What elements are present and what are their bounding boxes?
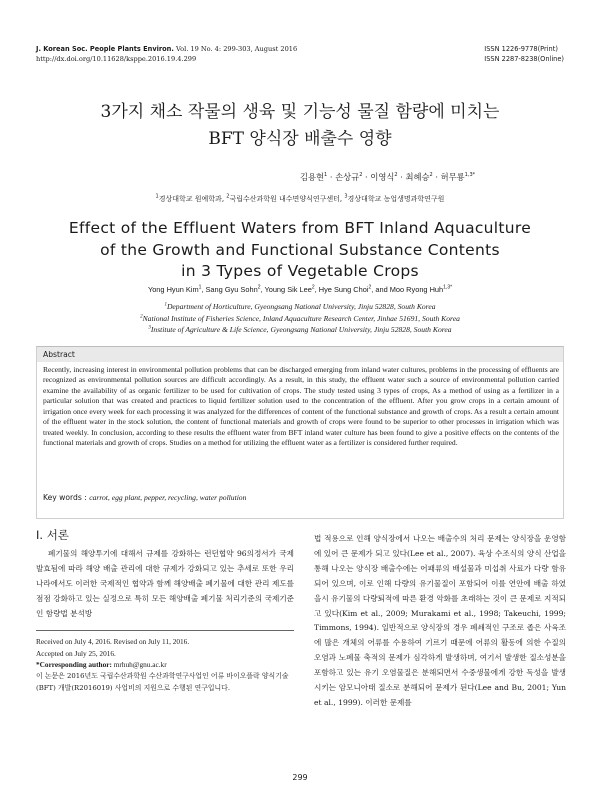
issn-print: ISSN 1226-9778(Print) [484,45,558,53]
affil-ko-sup: 2 [226,193,230,200]
affil-en-text: National Institute of Fisheries Science, Inland Aquaculture Research Center, Jinhae 51691, South Korea [142,313,460,323]
funding-note: 이 논문은 2016년도 국립수산과학원 수산과학연구사업인 어류 바이오플락 양식기술(BFT) 개발(R2016019) 사업비의 지원으로 수행된 연구입니다. [36,672,289,692]
affil-en-text: Institute of Agriculture & Life Science, Gyeongsang National University, Jinju 52828, South Korea [150,325,452,334]
english-title [0,218,600,283]
affil-en-sup: 1 [164,302,167,308]
received-line: Received on July 4, 2016. Revised on July 11, 2016. [36,637,190,646]
author-ko-sup: 1,3* [464,172,476,179]
abstract-text: Recently, increasing interest in environmental pollution problems that can be discharged emerging from inland water cultures, problems in the processing of effluents are recognized as environmental pollution sources are difficult accordingly. As a result, in this study, the effluent water such a source of environmental pollution carried examine the availability of as organic fertilizer to be used for cultivation of crops. The study tested using 3 types of crops, As a method of using as a fertilizer in a particular solution that was created and practices to liquid fertilizer solution used to the concentration of the effluent. After you grow crops in a certain amount of irrigation once every week for each processing it was analyzed for the differences of content of the functional substance and growth of crops. As a result a certain amount of the effluent water in the stock solution, the content of functional materials and growth of crops were found to be superior to other processes in irrigation which was treated weekly. In conclusion, according to these results the effluent water from BFT inland water culture has been found to give a positive effects on the contents of the functional materials and growth of crops. Studies on a method for utilizing the effluent water as a fertilizer is considered further required. [43,365,559,448]
corresponding-label: *Corresponding author: [36,660,112,670]
english-affiliations [0,301,600,336]
affil-en-sup: 2 [140,313,143,319]
footnote [36,636,294,695]
corresponding-email[interactable]: mrhuh@gnu.ac.kr [111,660,167,670]
korean-title [0,99,600,153]
keywords-value: carrot, egg plant, pepper, recycling, water pollution [89,493,247,502]
english-title-line-2: of the Growth and Functional Substance Contents [100,240,500,259]
abstract-label: Abstract [43,350,75,359]
footnote-divider [36,630,294,631]
page-number: 299 [292,773,308,782]
author-ko: 김용현 [300,172,325,182]
affil-ko: 경상대학교 원예학과, [158,195,227,203]
author-ko: 손상규 [335,172,360,182]
affil-ko-sup: 1 [155,193,159,200]
abstract-box [36,346,564,519]
author-en-sup: 2 [311,284,315,291]
keywords-line [43,493,559,502]
author-en: Moo Ryong Huh [389,285,444,294]
english-authors: Yong Hyun Kim$^1$, Sang Gyu Sohn$^2$, Young Sik Lee$^2$, Hye Sung Choi$^2$, and Moo Ryong Huh$^{1,3*}$ [147,284,453,294]
author-ko: 최혜승 [405,172,430,182]
author-separator: · [397,172,406,182]
author-separator: · [362,172,371,182]
abstract-header-bar [37,347,563,362]
author-ko-sup: 2 [359,172,363,179]
author-ko: 허무룡 [440,172,465,182]
issn-online: ISSN 2287-8238(Online) [484,55,564,63]
journal-name: J. Korean Soc. People Plants Environ. [36,45,174,53]
korean-title-line-2: BFT 양식장 배출수 영향 [208,129,392,149]
korean-authors [300,171,475,183]
affiliation-1 [0,301,600,313]
author-ko: 이영식 [370,172,395,182]
affil-en-sup: 3 [148,325,151,331]
affil-ko: 경상대학교 농업생명과학연구원 [347,195,445,203]
author-separator: · [432,172,441,182]
author-separator: · [327,172,336,182]
author-en: Sang Gyu Sohn [205,285,258,294]
korean-affiliations [0,194,600,204]
section-heading: Ⅰ. 서론 [36,528,69,542]
korean-title-line-1: 3가지 채소 작물의 생육 및 기능성 물질 함량에 미치는 [100,102,500,122]
english-title-line-1: Effect of the Effluent Waters from BFT Inland Aquaculture [68,219,532,237]
keywords-label: Key words : [43,493,90,502]
author-en: Hye Sung Choi [318,285,369,294]
affiliation-3 [0,324,600,336]
author-ko-sup: 2 [429,172,433,179]
journal-citation: Vol. 19 No. 4: 299-303, August 2016 [173,45,298,53]
author-en: Yong Hyun Kim [147,285,199,294]
author-en-sup: 1 [198,284,202,291]
author-en-sup: 1,3* [443,284,453,291]
accepted-line: Accepted on July 25, 2016. [36,648,116,658]
author-en-sup: 2 [257,284,261,291]
doi-link[interactable]: http://dx.doi.org/10.11628/ksppe.2016.19.4.299 [36,55,197,63]
author-en-sup: 2 [368,284,372,291]
english-title-line-3: in 3 Types of Vegetable Crops [181,262,419,280]
author-ko-sup: 1 [324,172,328,179]
body-text-right-column: 법 적용으로 인해 양식장에서 나오는 배출수의 처리 문제는 양식장을 운영함에 있어 큰 문제가 되고 있다(Lee et al., 2007). 육상 수조식의 양식 산업을 통해 나오는 양식장 배출수에는 어패류의 배설물과 미섭취 사료가 다량 함유되어 있으며, 이로 인해 다량의 유기물질이 포함되어 이를 연안에 배출 하였을시 유기물의 다량퇴적에 따른 환경 악화를 초래하는 것이 큰 문제로 지적되고 있다(Kim et al., 2009; Murakami et al., 1998; Takeuchi, 1999; Timmons, 1994). 일반적으로 양식장의 경우 폐쇄적인 구조로 좁은 사육조에 많은 개체의 어류를 수용하여 기르기 때문에 어류의 활동에 의한 수질의 오염과 노폐물 축적의 문제가 심각하게 발생하며, 여기서 발생한 질소성분을 포함하고 있는 유기 오염물질은 분해되면서 수중생물에게 강한 독성을 발생시키는 암모니아태 질소로 분해되어 문제가 된다(Lee and Bu, 2001; Yun et al., 1999). 이러한 문제를 [314,534,566,707]
affil-ko: 국립수산과학원 내수면양식연구센터, [229,195,345,203]
affiliation-2 [0,313,600,325]
affil-en-text: Department of Horticulture, Gyeongsang National University, Jinju 52828, South Korea [166,302,436,311]
author-ko-sup: 2 [394,172,398,179]
affil-ko-sup: 3 [344,193,348,200]
body-text-left-column: 폐기물의 해양투기에 대해서 규제를 강화하는 런던협약 96의정서가 국제 발효됨에 따라 해양 배출 관리에 대한 규제가 강화되고 있는 추세로 또한 우리나라에서도 이러한 국제적인 협약과 함께 해양배출 폐기물에 대한 관리 제도를 점점 강화하고 있는 실정으로 특히 모든 해양배출 폐기물 처리기준의 국제기준인 함량법 분석방 [36,549,294,618]
corresponding-author [36,659,294,671]
journal-header [36,44,297,64]
issn-block [484,44,564,64]
author-en: Young Sik Lee [264,285,312,294]
